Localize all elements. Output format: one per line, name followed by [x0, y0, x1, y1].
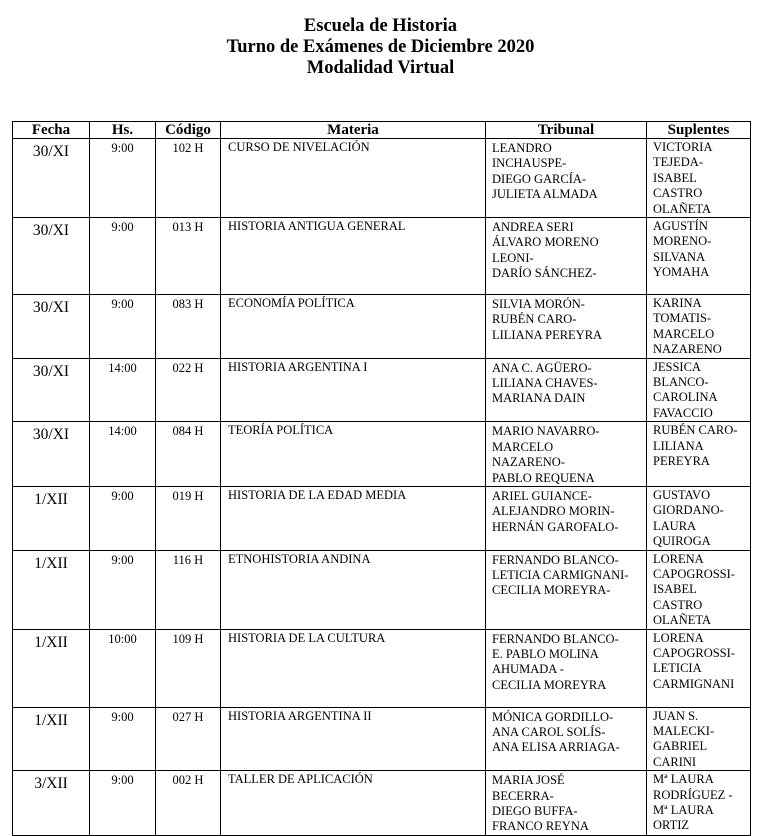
suplentes-name-line: PEREYRA [653, 454, 710, 469]
cell-suplentes [647, 358, 751, 422]
tribunal-name-line: SILVIA MORÓN- [492, 297, 585, 312]
suplentes-name-line: LORENA [653, 551, 704, 566]
cell-tribunal [486, 771, 647, 836]
cell-fecha: 3/XII [13, 771, 90, 836]
cell-hs: 14:00 [90, 422, 156, 487]
suplentes-name-line: NAZARENO [653, 342, 722, 357]
table-row [13, 707, 751, 771]
table-row [13, 486, 751, 550]
cell-materia: TALLER DE APLICACIÓN [221, 771, 486, 836]
tribunal-name-line: LILIANA PEREYRA [492, 327, 603, 342]
cell-materia: HISTORIA ARGENTINA II [221, 707, 486, 771]
cell-fecha: 1/XII [13, 629, 90, 707]
suplentes-name-line: MALECKI- [653, 723, 715, 738]
cell-suplentes [647, 550, 751, 629]
tribunal-name-line: MÓNICA GORDILLO- [492, 709, 614, 724]
tribunal-name-line: DIEGO BUFFA- [492, 804, 578, 818]
suplentes-name-line: ISABEL [653, 170, 697, 185]
tribunal-name-line: ALEJANDRO MORIN- [492, 504, 615, 519]
tribunal-name-line: LEANDRO [492, 141, 552, 155]
cell-codigo: 102 H [156, 139, 221, 218]
cell-codigo: 084 H [156, 422, 221, 487]
cell-fecha: 30/XI [13, 358, 90, 422]
cell-fecha: 1/XII [13, 550, 90, 629]
exam-period-title: Turno de Exámenes de Diciembre 2020 [226, 37, 535, 57]
tribunal-name-line: ÁLVARO MORENO [492, 235, 599, 250]
suplentes-name-line: RODRÍGUEZ - [653, 787, 733, 802]
tribunal-name-line: E. PABLO MOLINA [492, 646, 599, 661]
cell-tribunal [486, 550, 647, 629]
cell-tribunal [486, 139, 647, 218]
cell-tribunal [486, 358, 647, 422]
cell-suplentes [647, 771, 751, 836]
suplentes-name-line: ISABEL [653, 582, 697, 597]
cell-hs: 9:00 [90, 295, 156, 359]
cell-materia: ETNOHISTORIA ANDINA [221, 550, 486, 629]
suplentes-name-line: LETICIA [653, 661, 702, 676]
suplentes-name-line: CAROLINA [653, 390, 718, 405]
table-row [13, 139, 751, 218]
column-header-tribunal: Tribunal [486, 122, 647, 139]
suplentes-name-line: RUBÉN CARO- [653, 423, 738, 438]
table-row [13, 295, 751, 359]
cell-suplentes [647, 422, 751, 487]
modality-title: Modalidad Virtual [306, 58, 455, 78]
column-header-materia: Materia [221, 122, 486, 139]
cell-tribunal [486, 295, 647, 359]
table-row [13, 218, 751, 295]
cell-tribunal [486, 422, 647, 487]
tribunal-name-line: JULIETA ALMADA [492, 187, 598, 202]
cell-suplentes [647, 629, 751, 707]
suplentes-name-line: KARINA [653, 296, 702, 311]
document-header [0, 16, 761, 79]
suplentes-name-line: CAPOGROSSI- [653, 566, 735, 581]
column-header-fecha: Fecha [13, 122, 90, 139]
table-row [13, 358, 751, 422]
suplentes-name-line: Mª LAURA [653, 772, 714, 787]
tribunal-name-line: INCHAUSPE- [492, 156, 567, 171]
tribunal-name-line: MARIO NAVARRO- [492, 424, 600, 439]
tribunal-name-line: ANA C. AGÜERO- [492, 360, 592, 375]
cell-hs: 9:00 [90, 218, 156, 295]
cell-hs: 9:00 [90, 707, 156, 771]
cell-fecha: 30/XI [13, 295, 90, 359]
tribunal-name-line: CECILIA MOREYRA [492, 677, 607, 692]
suplentes-name-line: CAPOGROSSI- [653, 645, 735, 660]
cell-suplentes [647, 218, 751, 295]
cell-fecha: 30/XI [13, 139, 90, 218]
cell-materia: TEORÍA POLÍTICA [221, 422, 486, 487]
tribunal-name-line: PABLO REQUENA [492, 470, 595, 485]
table-row [13, 629, 751, 707]
suplentes-name-line: LORENA [653, 630, 704, 645]
cell-codigo: 083 H [156, 295, 221, 359]
tribunal-name-line: FERNANDO BLANCO- [492, 631, 619, 646]
tribunal-name-line: MARIA JOSÉ [492, 773, 565, 788]
tribunal-name-line: DIEGO GARCÍA- [492, 171, 587, 186]
tribunal-name-line: MARCELO [492, 439, 554, 454]
suplentes-name-line: OLAÑETA [653, 201, 712, 216]
cell-codigo: 002 H [156, 771, 221, 836]
cell-materia: HISTORIA ANTIGUA GENERAL [221, 218, 486, 295]
suplentes-name-line: LILIANA [653, 438, 704, 453]
suplentes-name-line: ORTIZ [653, 818, 690, 833]
suplentes-name-line: TOMATIS- [653, 311, 712, 326]
column-header-hs: Hs. [90, 122, 156, 139]
tribunal-name-line: RUBÉN CARO- [492, 312, 577, 327]
cell-codigo: 013 H [156, 218, 221, 295]
cell-tribunal [486, 707, 647, 771]
suplentes-name-line: TEJEDA- [653, 155, 703, 170]
tribunal-name-line: ANA CAROL SOLÍS- [492, 724, 606, 739]
suplentes-name-line: GIORDANO- [653, 503, 724, 518]
cell-tribunal [486, 218, 647, 295]
suplentes-name-line: AGUSTÍN [653, 219, 708, 234]
suplentes-name-line: Mª LAURA [653, 803, 714, 817]
table-row [13, 771, 751, 836]
cell-suplentes [647, 295, 751, 359]
cell-tribunal [486, 629, 647, 707]
cell-fecha: 1/XII [13, 486, 90, 550]
tribunal-name-line: ARIEL GUIANCE- [492, 488, 592, 503]
tribunal-name-line: BECERRA- [492, 788, 554, 803]
cell-hs: 10:00 [90, 629, 156, 707]
table-row [13, 550, 751, 629]
tribunal-name-line: MARIANA DAIN [492, 391, 586, 406]
school-title: Escuela de Historia [303, 16, 458, 36]
tribunal-name-line: LILIANA CHAVES- [492, 376, 598, 391]
cell-codigo: 019 H [156, 486, 221, 550]
suplentes-name-line: CARINI [653, 754, 697, 769]
suplentes-name-line: MORENO- [653, 234, 712, 249]
cell-materia: ECONOMÍA POLÍTICA [221, 295, 486, 359]
table-row [13, 422, 751, 487]
tribunal-name-line: DARÍO SÁNCHEZ- [492, 266, 597, 281]
tribunal-name-line: CECILIA MOREYRA- [492, 583, 611, 598]
table-header-row [13, 122, 751, 139]
tribunal-name-line: ANA ELISA ARRIAGA- [492, 740, 620, 755]
cell-materia: HISTORIA ARGENTINA I [221, 358, 486, 422]
tribunal-name-line: LEONI- [492, 250, 534, 265]
cell-codigo: 022 H [156, 358, 221, 422]
suplentes-name-line: CASTRO [653, 186, 703, 201]
cell-suplentes [647, 707, 751, 771]
cell-tribunal [486, 486, 647, 550]
suplentes-name-line: GABRIEL [653, 739, 708, 754]
cell-suplentes [647, 486, 751, 550]
suplentes-name-line: FAVACCIO [653, 405, 713, 420]
suplentes-name-line: MARCELO [653, 326, 715, 341]
suplentes-name-line: JESSICA [653, 359, 701, 374]
suplentes-name-line: LAURA [653, 518, 697, 533]
suplentes-name-line: CASTRO [653, 597, 703, 612]
table-body [13, 139, 751, 836]
cell-fecha: 30/XI [13, 422, 90, 487]
cell-codigo: 116 H [156, 550, 221, 629]
cell-materia: HISTORIA DE LA CULTURA [221, 629, 486, 707]
tribunal-name-line: LETICIA CARMIGNANI- [492, 567, 629, 582]
cell-hs: 9:00 [90, 486, 156, 550]
tribunal-name-line: FRANCO REYNA [492, 819, 589, 834]
suplentes-name-line: GUSTAVO [653, 487, 711, 502]
tribunal-name-line: FERNANDO BLANCO- [492, 552, 619, 567]
cell-suplentes [647, 139, 751, 218]
cell-hs: 9:00 [90, 771, 156, 836]
column-header-codigo: Código [156, 122, 221, 139]
suplentes-name-line: VICTORIA [653, 140, 713, 154]
exam-schedule-table [12, 121, 751, 836]
column-header-suplentes: Suplentes [647, 122, 751, 139]
suplentes-name-line: CARMIGNANI [653, 676, 735, 691]
suplentes-name-line: OLAÑETA [653, 613, 712, 628]
cell-hs: 14:00 [90, 358, 156, 422]
suplentes-name-line: JUAN S. [653, 708, 699, 723]
cell-materia: CURSO DE NIVELACIÓN [221, 139, 486, 218]
cell-materia: HISTORIA DE LA EDAD MEDIA [221, 486, 486, 550]
cell-hs: 9:00 [90, 139, 156, 218]
tribunal-name-line: AHUMADA - [492, 662, 564, 677]
suplentes-name-line: YOMAHA [653, 265, 710, 280]
tribunal-name-line: ANDREA SERI [492, 220, 574, 235]
suplentes-name-line: SILVANA [653, 249, 706, 264]
cell-fecha: 30/XI [13, 218, 90, 295]
suplentes-name-line: BLANCO- [653, 375, 709, 390]
cell-codigo: 027 H [156, 707, 221, 771]
suplentes-name-line: QUIROGA [653, 534, 711, 549]
tribunal-name-line: NAZARENO- [492, 455, 565, 470]
cell-fecha: 1/XII [13, 707, 90, 771]
tribunal-name-line: HERNÁN GAROFALO- [492, 519, 619, 534]
cell-codigo: 109 H [156, 629, 221, 707]
cell-hs: 9:00 [90, 550, 156, 629]
